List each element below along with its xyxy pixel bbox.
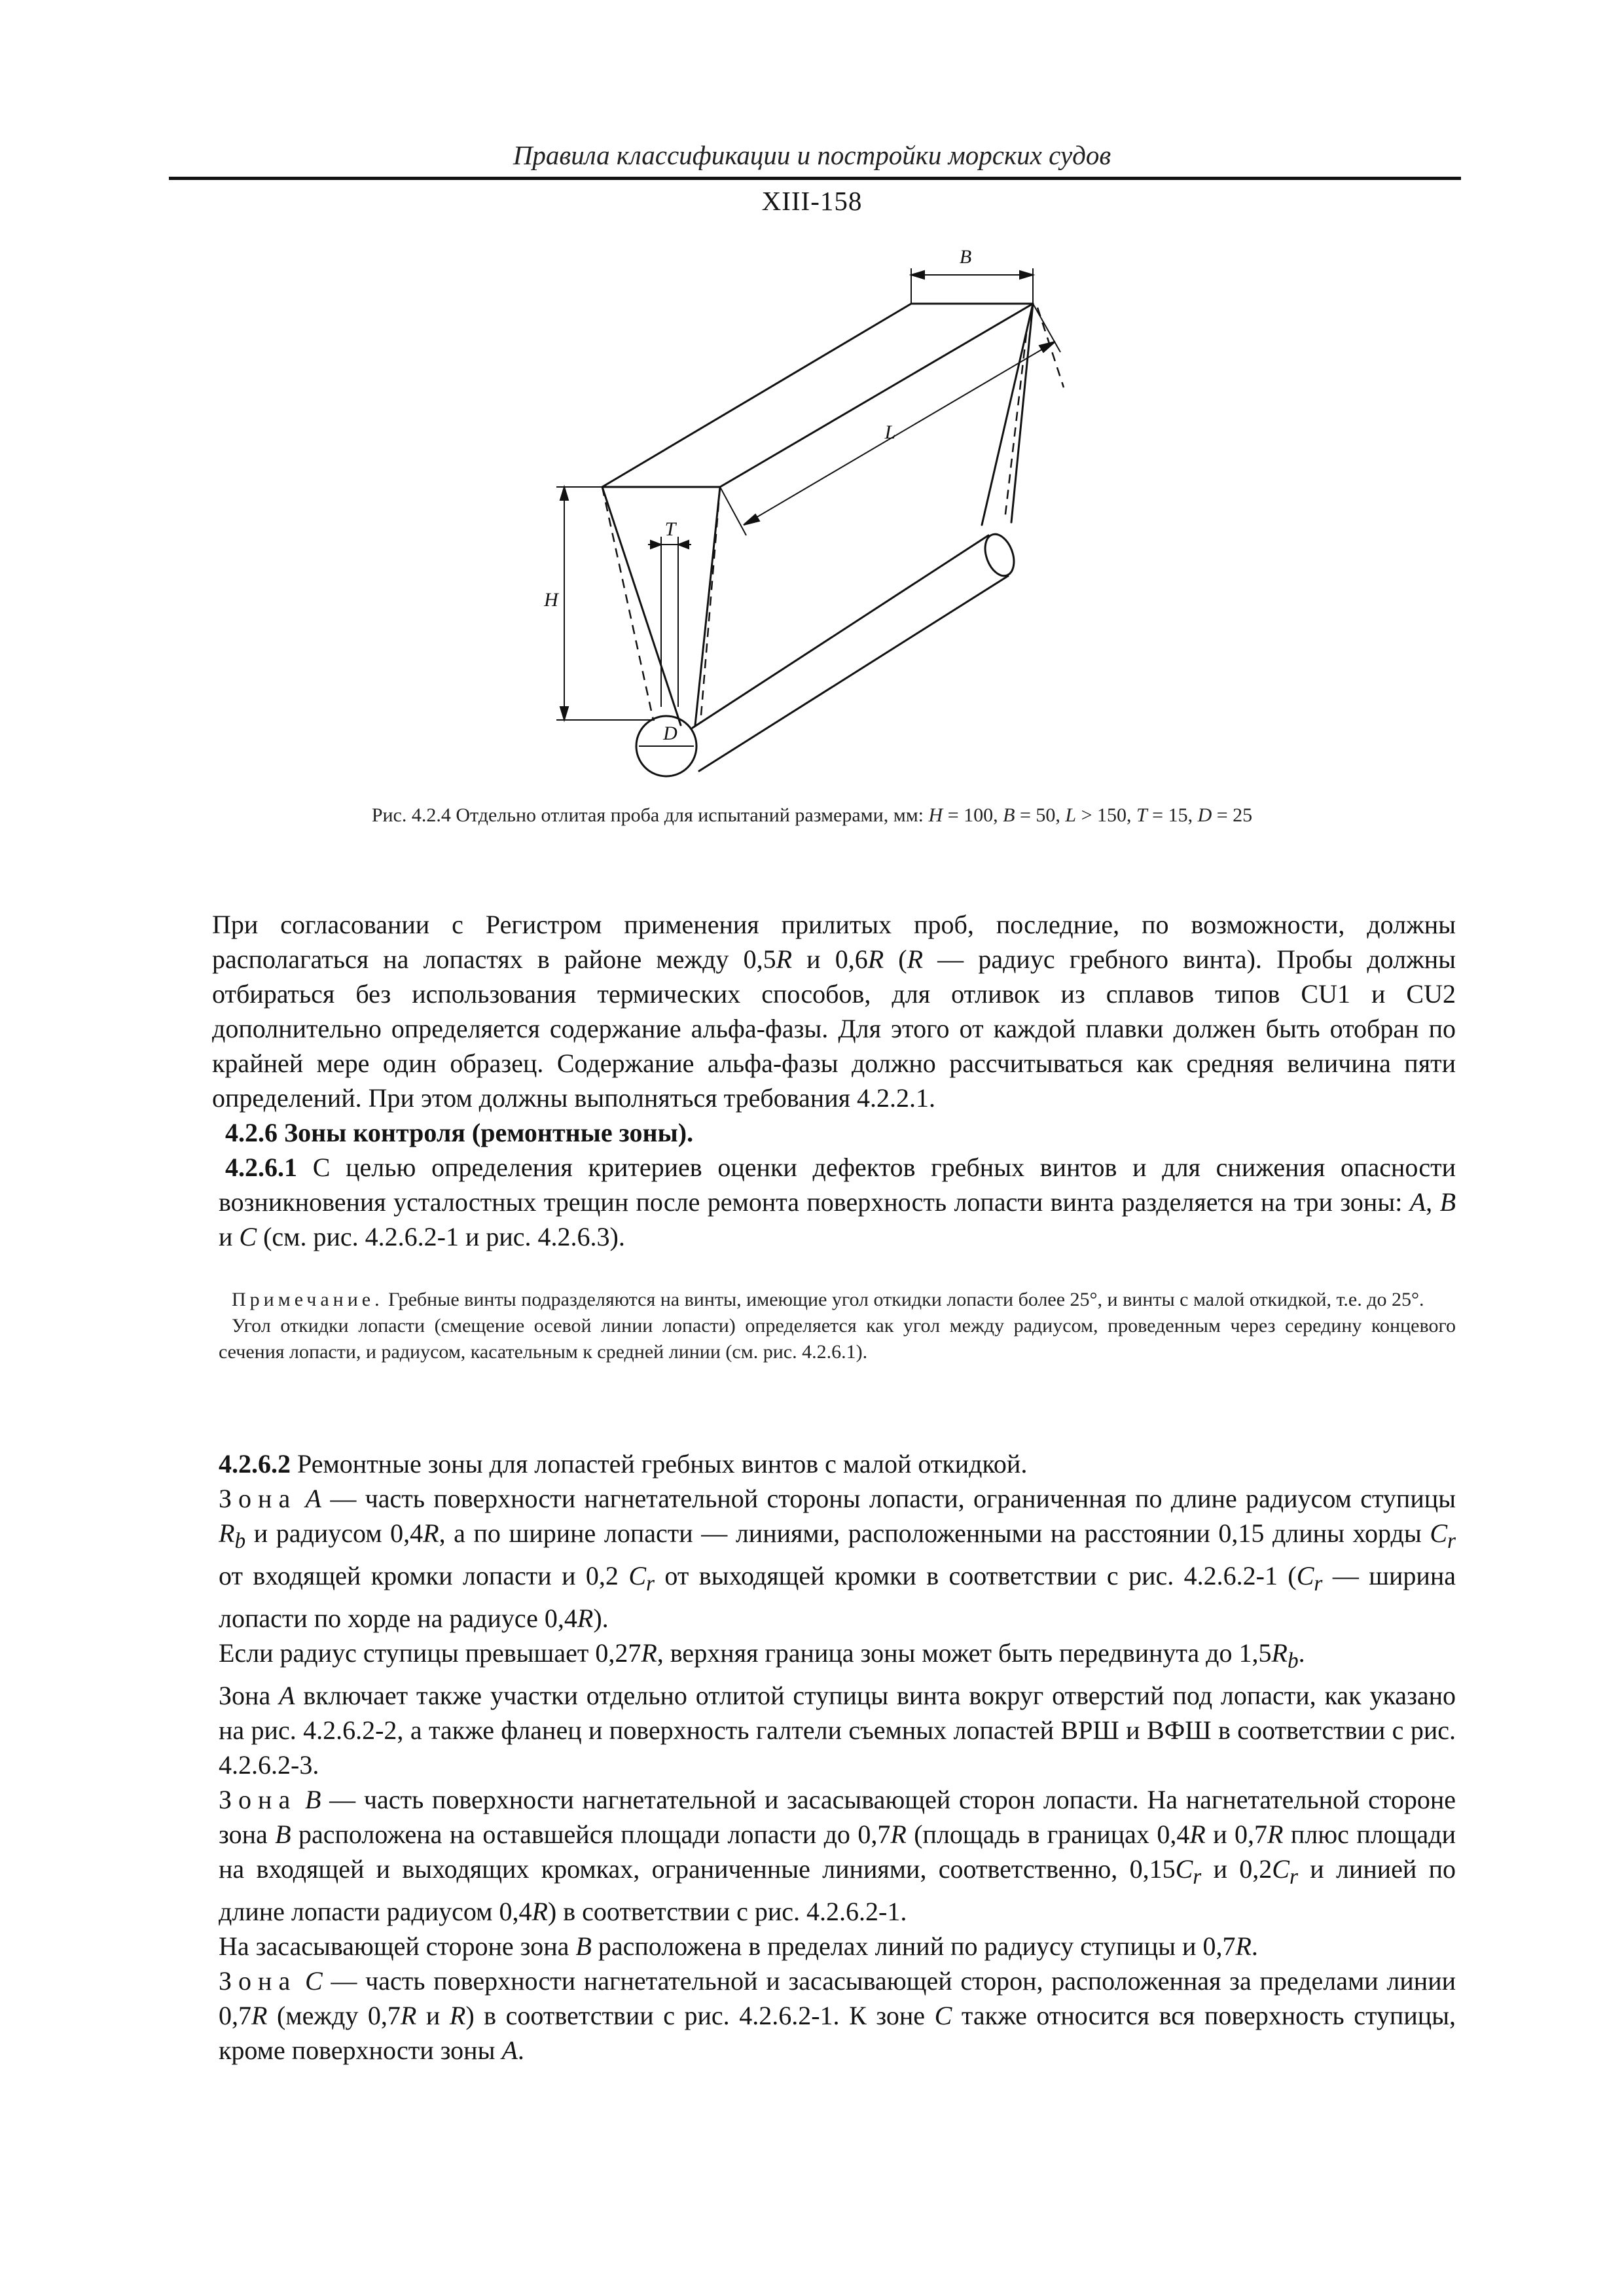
hidden-edge-right-front — [700, 487, 720, 723]
paragraph-sample-placement: При согласовании с Регистром применения прилитых проб, последние, по возможности, должны располагаться на лопастях в районе между 0,5R и 0,6R (R — радиус гребного винта). Пробы должны отбираться без использования термических способов, для отливок из сплавов типов CU1 и CU2 дополнительно определяется содержание альфа-фазы. Для этого от каждой плавки должен быть отобран по крайней мере один образец. Содержание альфа-фазы должно рассчитываться как средняя величина пяти определений. При этом должны выполняться требования 4.2.2.1. — [212, 910, 1456, 1113]
figure-caption — [0, 802, 1624, 829]
paragraph-zone-c: Зона C — часть поверхности нагнетательной и засасывающей сторон, расположенная за пределами линии 0,7R (между 0,7R и R) в соответствии с рис. 4.2.6.2-1. К зоне C также относится вся поверхность ступицы, кроме поверхности зоны A. — [219, 1966, 1456, 2065]
test-sample-figure — [0, 242, 1624, 785]
dim-h-arrow-top — [560, 487, 568, 500]
label-d: D — [663, 723, 677, 744]
paragraph-zone-b-suction: На засасывающей стороне зона B расположена в пределах линий по радиусу ступицы и 0,7R. — [219, 1931, 1258, 1961]
hidden-edge-end-2 — [1005, 334, 1026, 520]
paragraph-4-2-6-1: 4.2.6.1 С целью определения критериев оценки дефектов гребных винтов и для снижения опасности возникновения усталостных трещин после ремонта поверхность лопасти винта разделяется на три зоны: A, B и C (см. рис. 4.2.6.2-1 и рис. 4.2.6.3). — [219, 1153, 1456, 1251]
caption-dim-t-symbol: T — [1136, 804, 1147, 826]
paragraph-zone-b: Зона B — часть поверхности нагнетательной и засасывающей сторон лопасти. На нагнетательной стороне зона B расположена на оставшейся площади лопасти до 0,7R (площадь в границах 0,4R и 0,7R плюс площади на входящей и выходящих кромках, ограниченные линиями, соответственно, $0,15C_r$ и $0,2C_r$ и линией по длине лопасти радиусом 0,4R) в соответствии с рис. 4.2.6.2-1. — [219, 1785, 1456, 1926]
label-b: B — [959, 246, 972, 268]
caption-dim-b-value: = 50, — [1015, 804, 1066, 826]
hidden-edge-left-front — [602, 487, 653, 720]
dim-l-arrow-bottom — [744, 514, 759, 525]
paragraph-4-2-6-2: 4.2.6.2 Ремонтные зоны для лопастей гребных винтов с малой откидкой. — [219, 1449, 1028, 1479]
dim-l-ext-bottom — [720, 487, 746, 535]
caption-dim-l-value: > 150, — [1076, 804, 1136, 826]
paragraph-hub-radius: Если радиус ступицы превышает 0,27R, верхняя граница зоны может быть передвинута до $1,5R_b$. — [219, 1638, 1305, 1673]
dim-b-arrow-left — [911, 271, 924, 279]
page-number: XIII-158 — [761, 186, 863, 216]
label-l: L — [884, 422, 896, 443]
dim-l-arrow-top — [1039, 342, 1055, 352]
caption-dim-d-value: = 25 — [1212, 804, 1253, 826]
note-block — [212, 1287, 1456, 1365]
caption-dim-l-symbol: L — [1065, 804, 1077, 826]
section-heading-4-2-6: 4.2.6 Зоны контроля (ремонтные зоны). — [225, 1118, 694, 1147]
caption-dim-d-symbol: D — [1197, 804, 1212, 826]
note-second-paragraph: Угол откидки лопасти (смещение осевой линии лопасти) определяется как угол между радиусом, проведенным через середину концевого сечения лопасти, и радиусом, касательным к средней линии (см. рис. 4.2.6.1). — [219, 1315, 1456, 1363]
label-h: H — [544, 589, 558, 611]
caption-dim-h-symbol: H — [928, 804, 943, 826]
end-wedge-right — [1011, 304, 1033, 522]
dim-t-arrow-right — [678, 541, 689, 548]
cylinder-top-edge — [693, 535, 988, 728]
dim-h-arrow-bottom — [560, 707, 568, 720]
note-label: Примечание. — [232, 1289, 384, 1310]
paragraph-zone-a-includes: Зона A включает также участки отдельно отлитой ступицы винта вокруг отверстий под лопасти, как указано на рис. 4.2.6.2-2, а также фланец и поверхность галтели съемных лопастей ВРШ и ВФШ в соответствии с рис. 4.2.6.2-3. — [219, 1681, 1456, 1780]
dim-b-arrow-right — [1020, 271, 1033, 279]
cylinder-bottom-edge — [699, 576, 1008, 771]
note-first-paragraph: Примечание. Гребные винты подразделяются на винты, имеющие угол откидки лопасти более 25°, и винты с малой откидкой, т.е. до 25°. — [232, 1289, 1424, 1310]
body-section-1 — [212, 907, 1456, 1254]
dim-l-line — [744, 342, 1055, 525]
caption-dim-b-symbol: B — [1003, 804, 1015, 826]
top-face-outline — [602, 304, 1033, 487]
paragraph-zone-a: Зона A — часть поверхности нагнетательной стороны лопасти, ограниченная по длине радиусом ступицы $R_b$ и радиусом 0,4R, а по ширине лопасти — линиями, расположенными на расстоянии 0,15 длины хорды $C_r$ от входящей кромки лопасти и 0,2 $C_r$ от выходящей кромки в соответствии с рис. 4.2.6.2-1 ($C_r$ — ширина лопасти по хорде на радиусе 0,4R). — [219, 1484, 1456, 1633]
header-divider — [169, 177, 1461, 180]
caption-prefix: Рис. 4.2.4 Отдельно отлитая проба для испытаний размерами, мм: — [371, 804, 929, 826]
body-section-2 — [212, 1446, 1456, 2068]
test-sample-drawing — [0, 242, 1624, 785]
running-header-title: Правила классификации и постройки морских судов — [513, 140, 1111, 170]
caption-dim-t-value: = 15, — [1147, 804, 1198, 826]
dim-t-arrow-left — [651, 541, 661, 548]
caption-dim-h-value: = 100, — [943, 804, 1003, 826]
label-t: T — [664, 518, 676, 540]
